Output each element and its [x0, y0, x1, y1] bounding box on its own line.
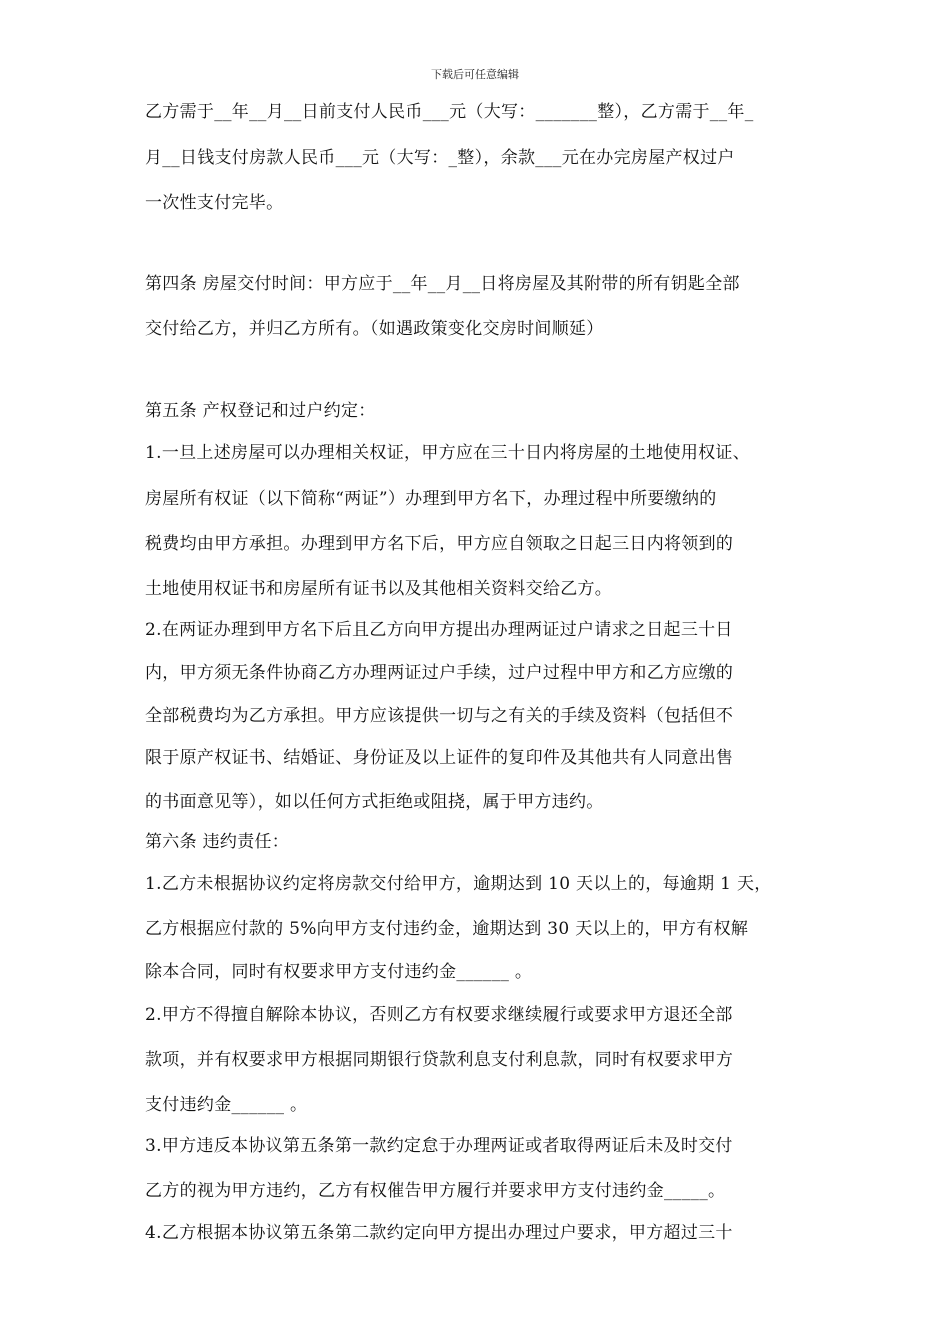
text-line: 3.甲方违反本协议第五条第一款约定怠于办理两证或者取得两证后未及时交付: [145, 1136, 733, 1156]
text-line: 税费均由甲方承担。办理到甲方名下后，甲方应自领取之日起三日内将领到的: [145, 534, 734, 554]
text-line: 全部税费均为乙方承担。甲方应该提供一切与之有关的手续及资料（包括但不: [145, 706, 734, 726]
text-line: 第四条 房屋交付时间：甲方应于__年__月__日将房屋及其附带的所有钥匙全部: [145, 274, 740, 294]
text-line: 交付给乙方，并归乙方所有。（如遇政策变化交房时间顺延）: [145, 319, 604, 339]
section-heading: 第六条 违约责任：: [145, 832, 290, 852]
text-line: 的书面意见等），如以任何方式拒绝或阻挠，属于甲方违约。: [145, 792, 604, 812]
text-line: 月__日钱支付房款人民币___元（大写：_整），余款___元在办完房屋产权过户: [145, 148, 735, 168]
text-line: 乙方根据应付款的 5%向甲方支付违约金，逾期达到 30 天以上的，甲方有权解: [145, 919, 749, 939]
text-line: 限于原产权证书、结婚证、身份证及以上证件的复印件及其他共有人同意出售: [145, 748, 734, 768]
text-line: 内，甲方须无条件协商乙方办理两证过户手续，过户过程中甲方和乙方应缴的: [145, 663, 734, 683]
text-line: 房屋所有权证（以下简称“两证”）办理到甲方名下，办理过程中所要缴纳的: [145, 489, 717, 509]
text-line: 1.一旦上述房屋可以办理相关权证，甲方应在三十日内将房屋的土地使用权证、: [145, 443, 751, 463]
text-line: 2.在两证办理到甲方名下后且乙方向甲方提出办理两证过户请求之日起三十日: [145, 620, 733, 640]
section-heading: 第五条 产权登记和过户约定：: [145, 401, 376, 421]
text-line: 土地使用权证书和房屋所有证书以及其他相关资料交给乙方。: [145, 579, 613, 599]
page-header: 下载后可任意编辑: [431, 68, 519, 81]
text-line: 一次性支付完毕。: [145, 193, 284, 213]
text-line: 乙方需于__年__月__日前支付人民币___元（大写：_______整），乙方需于__年_: [145, 102, 754, 122]
text-line: 款项，并有权要求甲方根据同期银行贷款利息支付利息款，同时有权要求甲方: [145, 1050, 734, 1070]
text-line: 4.乙方根据本协议第五条第二款约定向甲方提出办理过户要求，甲方超过三十: [145, 1223, 733, 1243]
text-line: 1.乙方未根据协议约定将房款交付给甲方，逾期达到 10 天以上的，每逾期 1 天，: [145, 874, 772, 894]
text-line: 乙方的视为甲方违约，乙方有权催告甲方履行并要求甲方支付违约金_____。: [145, 1181, 726, 1201]
text-line: 2.甲方不得擅自解除本协议，否则乙方有权要求继续履行或要求甲方退还全部: [145, 1005, 733, 1025]
text-line: 支付违约金______ 。: [145, 1095, 308, 1115]
text-line: 除本合同，同时有权要求甲方支付违约金______ 。: [145, 962, 533, 982]
